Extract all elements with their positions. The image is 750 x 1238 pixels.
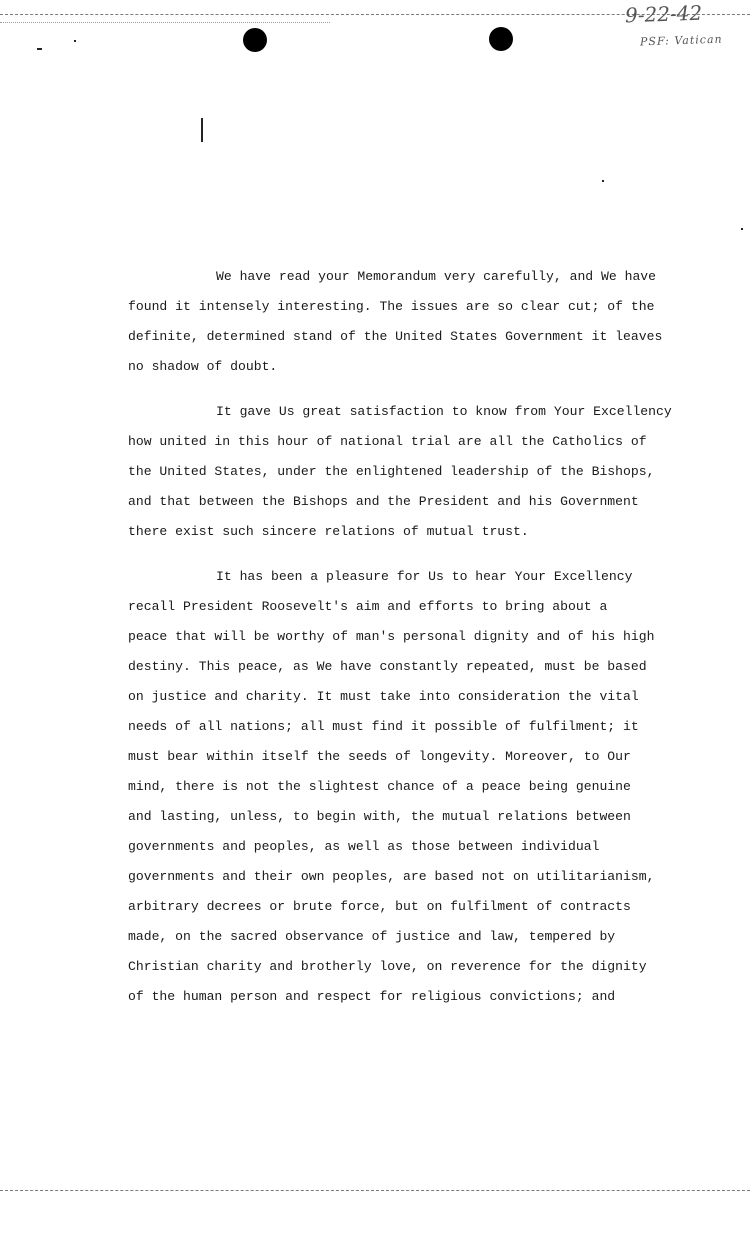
text-line: the United States, under the enlightened leadership of the Bishops, [128,464,655,479]
text-line: must bear within itself the seeds of longevity. Moreover, to Our [128,749,631,764]
text-line: governments and peoples, as well as those between individual [128,839,600,854]
handwritten-file-note: PSF: Vatican [639,32,723,49]
text-line: We have read your Memorandum very carefully, and We have [216,269,657,284]
text-line: of the human person and respect for religious convictions; and [128,989,616,1004]
text-line: Christian charity and brotherly love, on reverence for the dignity [128,959,647,974]
text-line: destiny. This peace, as We have constantly repeated, must be based [128,659,647,674]
letter-body [128,262,740,1012]
text-line: recall President Roosevelt's aim and efforts to bring about a [128,599,608,614]
text-line: arbitrary decrees or brute force, but on fulfilment of contracts [128,899,631,914]
text-line: It gave Us great satisfaction to know from Your Excellency [216,404,672,419]
text-line: found it intensely interesting. The issues are so clear cut; of the [128,299,655,314]
paragraph-peace [128,562,740,1012]
text-line: how united in this hour of national trial are all the Catholics of [128,434,647,449]
text-line: needs of all nations; all must find it possible of fulfilment; it [128,719,639,734]
text-line: It has been a pleasure for Us to hear Your Excellency [216,569,633,584]
text-line: there exist such sincere relations of mutual trust. [128,524,529,539]
text-line: and lasting, unless, to begin with, the mutual relations between [128,809,631,824]
handwritten-date: 9-22-42 [624,0,703,28]
text-line: governments and their own peoples, are based not on utilitarianism, [128,869,655,884]
text-line: peace that will be worthy of man's personal dignity and of his high [128,629,655,644]
text-line: no shadow of doubt. [128,359,278,374]
scan-mark [201,118,203,142]
scan-edge-top-dotted [0,22,330,23]
text-line: definite, determined stand of the United States Government it leaves [128,329,663,344]
scan-speck [74,40,76,42]
scan-speck [37,48,42,50]
punch-hole-left [243,28,267,52]
text-line: on justice and charity. It must take into consideration the vital [128,689,639,704]
punch-hole-right [489,27,513,51]
scan-speck [602,180,604,182]
paragraph-memorandum [128,262,740,382]
paragraph-catholics [128,397,740,547]
scan-edge-bottom [0,1190,750,1191]
scan-speck [741,228,743,230]
text-line: and that between the Bishops and the President and his Government [128,494,639,509]
text-line: mind, there is not the slightest chance of a peace being genuine [128,779,631,794]
text-line: made, on the sacred observance of justice and law, tempered by [128,929,616,944]
